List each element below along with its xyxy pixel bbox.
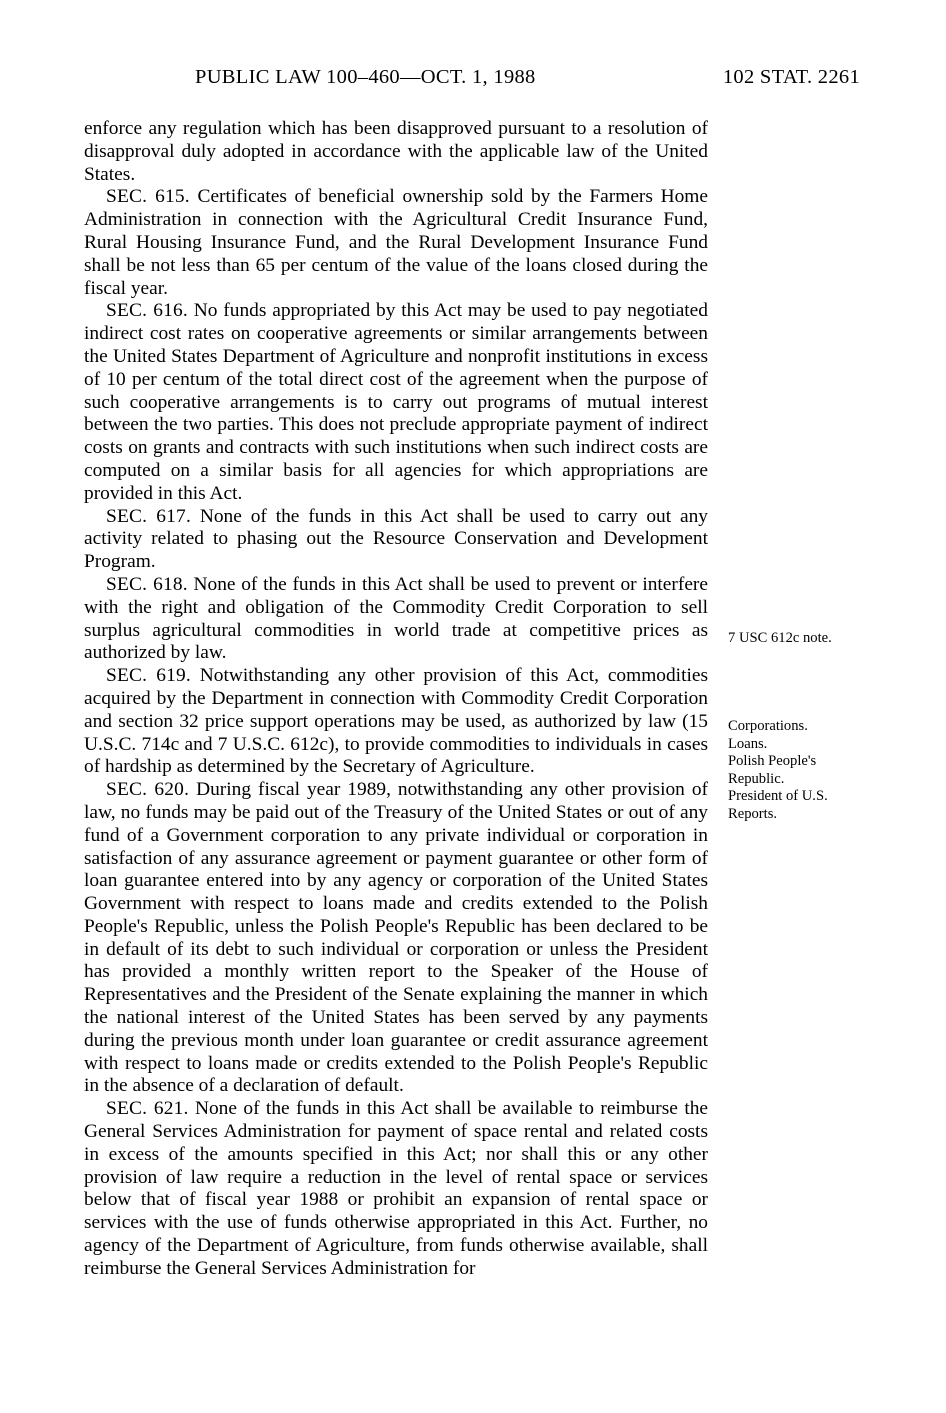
paragraph-continued	[84, 118, 708, 186]
paragraph-sec-620	[84, 779, 708, 1098]
sidenote-group-topics	[728, 718, 918, 824]
sidenote-line: Corporations.	[728, 718, 808, 734]
sidenote-line: Loans.	[728, 735, 768, 752]
sidenote-line: Republic.	[728, 770, 785, 787]
section-label: SEC. 621.	[106, 1098, 189, 1120]
page-header	[110, 66, 860, 92]
section-label: SEC. 615.	[106, 186, 190, 208]
header-statute-citation: 102 STAT. 2261	[722, 66, 860, 88]
paragraph-text: None of the funds in this Act shall be available to reimburse the General Services Administration for payment of space rental and related costs in excess of the amounts specified in this Act; nor shall this or any other provision of law require a reduction in the level of rental space or services below that of fiscal year 1988 or prohibit an expansion of rental space or services with the use of funds otherwise appropriated in this Act. Further, no agency of the Department of Agriculture, from funds otherwise available, shall reimburse the General Services Administration for	[84, 1098, 709, 1279]
paragraph-text: No funds appropriated by this Act may be used to pay negotiated indirect cost rates on cooperative agreements or similar arrangements between the United States Department of Agriculture and nonprofit institutions in excess of 10 per centum of the total direct cost of the agreement when the purpose of such cooperative arrangements is to carry out programs of mutual interest between the two parties. This does not preclude appropriate payment of indirect costs on grants and contracts with such institutions when such indirect costs are computed on a similar basis for all agencies for which appropriations are provided in this Act.	[84, 300, 708, 504]
sidenote-line: President of U.S.	[728, 788, 828, 805]
body-text-column	[84, 118, 708, 1281]
paragraph-text: During fiscal year 1989, notwithstanding any other provision of law, no funds may be paid out of the Treasury of the United States or out of any fund of a Government corporation to any private individual or corporation in satisfaction of any assurance agreement or payment guarantee or other form of loan guarantee entered into by any agency or corporation of the United States Government with respect to loans made and credits extended to the Polish People's Republic, unless the Polish People's Republic has been declared to be in default of its debt to such individual or corporation or unless the President has provided a monthly written report to the Speaker of the House of Representatives and the President of the Senate explaining the manner in which the national interest of the United States has been served by any payments during the previous month under loan guarantee or credit assurance agreement with respect to loans made or credits extended to the Polish People's Republic in the absence of a declaration of default.	[84, 779, 708, 1097]
paragraph-text: None of the funds in this Act shall be used to carry out any activity related to phasing out the Resource Conservation and Development Program.	[84, 505, 708, 573]
sidenote-line: Reports.	[728, 805, 778, 822]
paragraph-text: Certificates of beneficial ownership sold by the Farmers Home Administration in connection with the Agricultural Credit Insurance Fund, Rural Housing Insurance Fund, and the Rural Development Insurance Fund shall be not less than 65 per centum of the value of the loans closed during the fiscal year.	[84, 186, 708, 299]
paragraph-sec-618	[84, 574, 708, 665]
header-public-law: PUBLIC LAW 100–460—OCT. 1, 1988	[195, 66, 536, 88]
paragraph-text: None of the funds in this Act shall be used to prevent or interfere with the right and obligation of the Commodity Credit Corporation to sell surplus agricultural commodities in world trade at competitive prices as authorized by law.	[84, 573, 708, 664]
paragraph-sec-617	[84, 506, 708, 574]
paragraph-sec-621	[84, 1098, 708, 1280]
paragraph-sec-615	[84, 186, 708, 300]
sidenote-line: Polish People's	[728, 753, 817, 770]
paragraph-sec-619	[84, 665, 708, 779]
paragraph-text: enforce any regulation which has been disapproved pursuant to a resolution of disapproval duly adopted in accordance with the applicable law of the United States.	[84, 118, 708, 185]
sidenote-line: 7 USC 612c note.	[728, 630, 832, 646]
section-label: SEC. 618.	[106, 573, 188, 595]
paragraph-sec-616	[84, 300, 708, 505]
section-label: SEC. 616.	[106, 300, 188, 322]
paragraph-text: Notwithstanding any other provision of this Act, commodities acquired by the Department in connection with Commodity Credit Corporation and section 32 price support operations may be used, as authorized by law (15 U.S.C. 714c and 7 U.S.C. 612c), to provide commodities to individuals in cases of hardship as determined by the Secretary of Agriculture.	[84, 665, 708, 778]
section-label: SEC. 619.	[106, 665, 191, 687]
section-label: SEC. 617.	[106, 505, 191, 527]
section-label: SEC. 620.	[106, 779, 190, 801]
sidenote-group-usc	[728, 630, 918, 648]
